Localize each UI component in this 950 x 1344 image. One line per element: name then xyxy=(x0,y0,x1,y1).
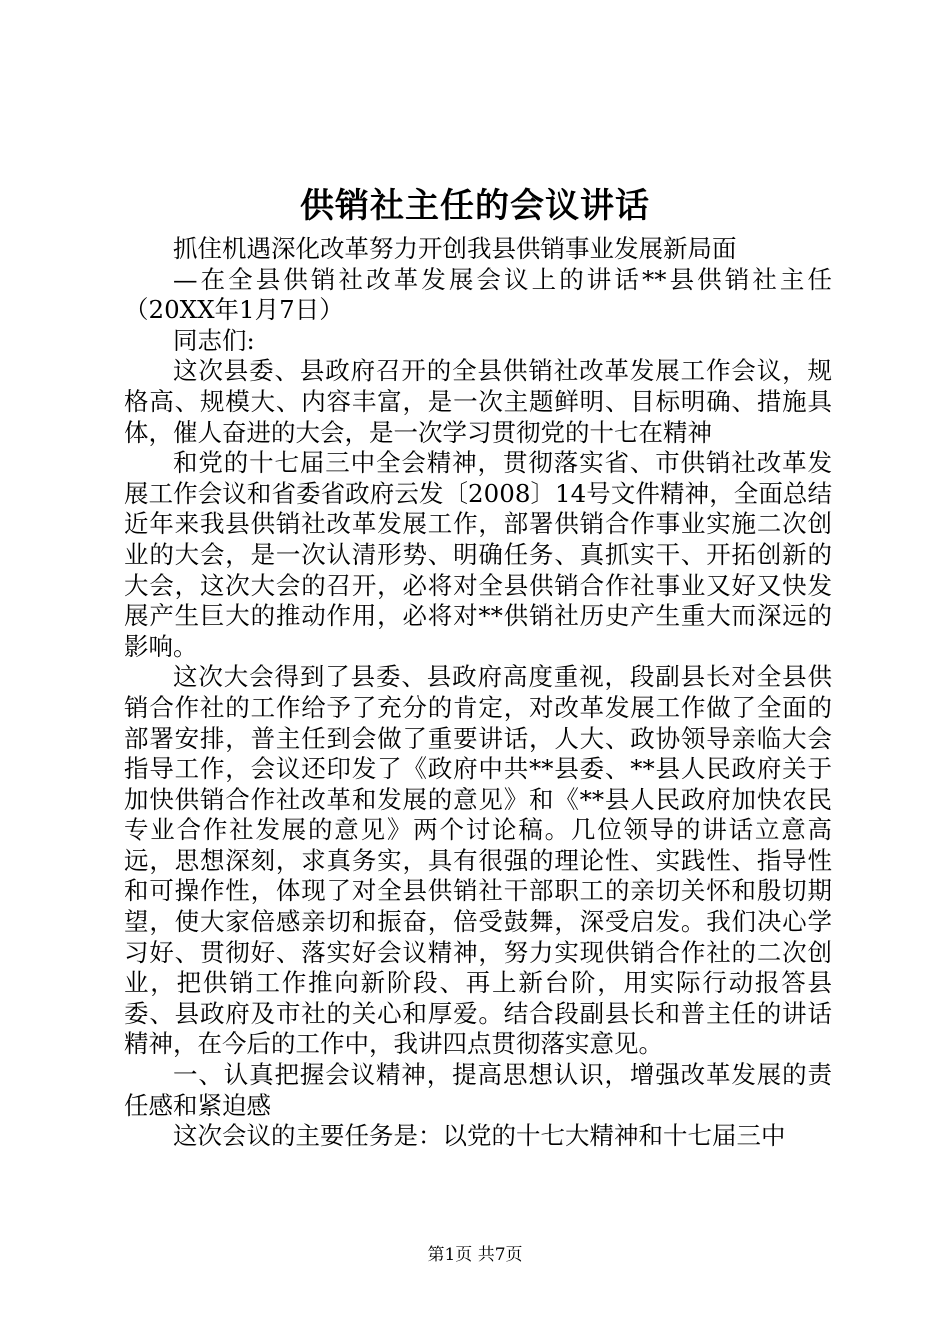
subtitle-line: 抓住机遇深化改革努力开创我县供销事业发展新局面 xyxy=(173,234,737,263)
document-title: 供销社主任的会议讲话 xyxy=(300,186,650,226)
paragraph-2: 和党的十七届三中全会精神，贯彻落实省、市供销社改革发展工作会议和省委省政府云发〔2008〕14号文件精神，全面总结近年来我县供销社改革发展工作，部署供销合作事业实施二次创业的大会，是一次认清形势、明确任务、真抓实干、开拓创新的大会，这次大会的召开，必将对全县供销合作社事业又好又快发展产生巨大的推动作用，必将对**供销社历史产生重大而深远的影响。 xyxy=(124,448,832,661)
speech-attribution: —在全县供销社改革发展会议上的讲话**县供销社主任（20XX年1月7日） xyxy=(124,264,832,325)
paragraph-3: 这次大会得到了县委、县政府高度重视，段副县长对全县供销合作社的工作给予了充分的肯定，对改革发展工作做了全面的部署安排，普主任到会做了重要讲话，人大、政协领导亲临大会指导工作，会议还印发了《政府中共**县委、**县人民政府关于加快供销合作社改革和发展的意见》和《**县人民政府加快农民专业合作社发展的意见》两个讨论稿。几位领导的讲话立意高远，思想深刻，求真务实，具有很强的理论性、实践性、指导性和可操作性，体现了对全县供销社干部职工的亲切关怀和殷切期望，使大家倍感亲切和振奋，倍受鼓舞，深受启发。我们决心学习好、贯彻好、落实好会议精神，努力实现供销合作社的二次创业，把供销工作推向新阶段、再上新台阶，用实际行动报答县委、县政府及市社的关心和厚爱。结合段副县长和普主任的讲话精神，在今后的工作中，我讲四点贯彻落实意见。 xyxy=(124,662,832,1059)
salutation: 同志们: xyxy=(173,325,255,355)
paragraph-1: 这次县委、县政府召开的全县供销社改革发展工作会议，规格高、规模大、内容丰富，是一次主题鲜明、目标明确、措施具体，催人奋进的大会，是一次学习贯彻党的十七在精神 xyxy=(124,356,832,447)
paragraph-4: 这次会议的主要任务是：以党的十七大精神和十七届三中 xyxy=(173,1121,786,1151)
section-heading-1: 一、认真把握会议精神，提高思想认识，增强改革发展的责任感和紧迫感 xyxy=(124,1060,832,1120)
document-body xyxy=(124,234,832,1152)
page-footer: 第1页 共7页 xyxy=(427,1245,523,1265)
